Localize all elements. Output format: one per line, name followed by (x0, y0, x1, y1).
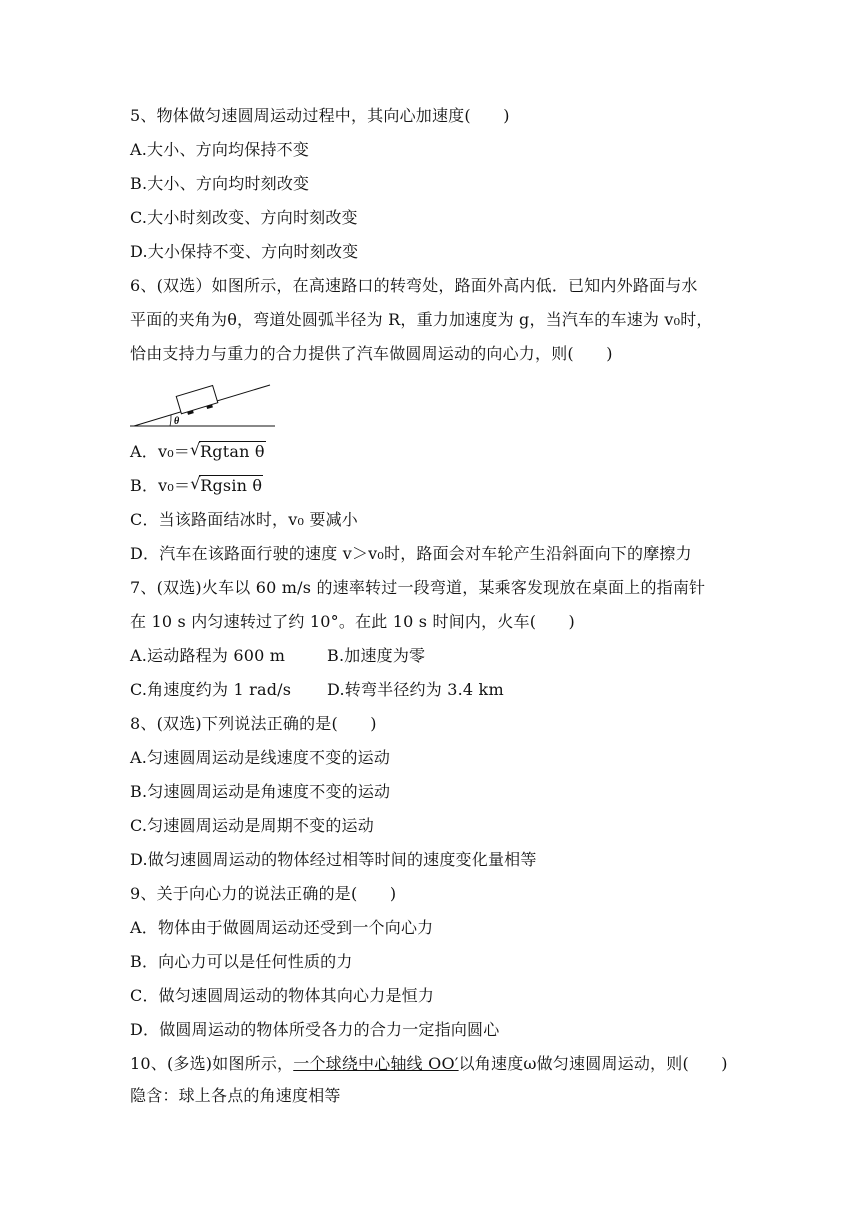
car-shape (176, 385, 218, 416)
q6-option-b (130, 476, 263, 496)
q5-option-a: A.大小、方向均保持不变 (130, 140, 310, 159)
q7-option-c: C.角速度约为 1 rad/s (130, 680, 292, 699)
q5-option-d: D.大小保持不变、方向时刻改变 (130, 242, 359, 261)
q5-option-b: B.大小、方向均时刻改变 (130, 174, 310, 193)
q5-option-c: C.大小时刻改变、方向时刻改变 (130, 208, 358, 227)
q7-option-d: D.转弯半径约为 3.4 km (327, 680, 504, 699)
q8-option-b: B.匀速圆周运动是角速度不变的运动 (130, 782, 391, 801)
q6-stem-line-2: 平面的夹角为θ，弯道处圆弧半径为 R，重力加速度为 g，当汽车的车速为 v₀时， (130, 310, 713, 329)
q7-option-b: B.加速度为零 (327, 646, 426, 665)
q7-option-a: A.运动路程为 600 m (130, 646, 286, 665)
q9-option-c: C．做匀速圆周运动的物体其向心力是恒力 (130, 986, 435, 1005)
q10-stem-underlined: 一个球绕中心轴线 OO′ (293, 1054, 459, 1073)
q9-option-a: A．物体由于做圆周运动还受到一个向心力 (130, 918, 434, 937)
q8-option-c: C.匀速圆周运动是周期不变的运动 (130, 816, 374, 835)
q9-option-d: D．做圆周运动的物体所受各力的合力一定指向圆心 (130, 1020, 500, 1039)
q9-option-b: B．向心力可以是任何性质的力 (130, 952, 353, 971)
q6-option-c: C．当该路面结冰时，v₀ 要减小 (130, 510, 358, 529)
q10-stem-post: 以角速度ω做匀速圆周运动，则( ) (458, 1054, 728, 1073)
banked-road-figure (130, 376, 275, 428)
q6-option-b-radicand: Rgsin θ (200, 476, 263, 495)
angle-arc (170, 415, 171, 426)
q6-option-d: D．汽车在该路面行驶的速度 v＞v₀时，路面会对车轮产生沿斜面向下的摩擦力 (130, 544, 692, 563)
q10-stem (130, 1054, 728, 1074)
q8-option-a: A.匀速圆周运动是线速度不变的运动 (130, 748, 391, 767)
q6-stem-line-1: 6、(双选）如图所示，在高速路口的转弯处，路面外高内低．已知内外路面与水 (130, 276, 698, 295)
q6-option-b-prefix: B．v₀＝ (130, 476, 191, 495)
q7-stem-line-2: 在 10 s 内匀速转过了约 10°。在此 10 s 时间内，火车( ) (130, 612, 575, 631)
q6-option-a-radicand: Rgtan θ (200, 442, 265, 461)
q10-hint: 隐含：球上各点的角速度相等 (130, 1086, 341, 1105)
q7-stem-line-1: 7、(双选)火车以 60 m/s 的速率转过一段弯道，某乘客发现放在桌面上的指南针 (130, 578, 706, 597)
theta-label: θ (174, 416, 180, 427)
sqrt-symbol: √ Rgtan θ (190, 440, 265, 461)
q6-option-a (130, 442, 266, 462)
q8-option-d: D.做匀速圆周运动的物体经过相等时间的速度变化量相等 (130, 850, 537, 869)
q5-stem: 5、物体做匀速圆周运动过程中，其向心加速度( ) (130, 106, 510, 125)
q6-option-a-prefix: A．v₀＝ (130, 442, 191, 461)
q6-stem-line-3: 恰由支持力与重力的合力提供了汽车做圆周运动的向心力，则( ) (130, 344, 613, 363)
q8-stem: 8、(双选)下列说法正确的是( ) (130, 714, 377, 733)
q10-stem-pre: 10、(多选)如图所示， (130, 1054, 294, 1073)
sqrt-symbol: √ Rgsin θ (190, 474, 263, 495)
q9-stem: 9、关于向心力的说法正确的是( ) (130, 884, 397, 903)
